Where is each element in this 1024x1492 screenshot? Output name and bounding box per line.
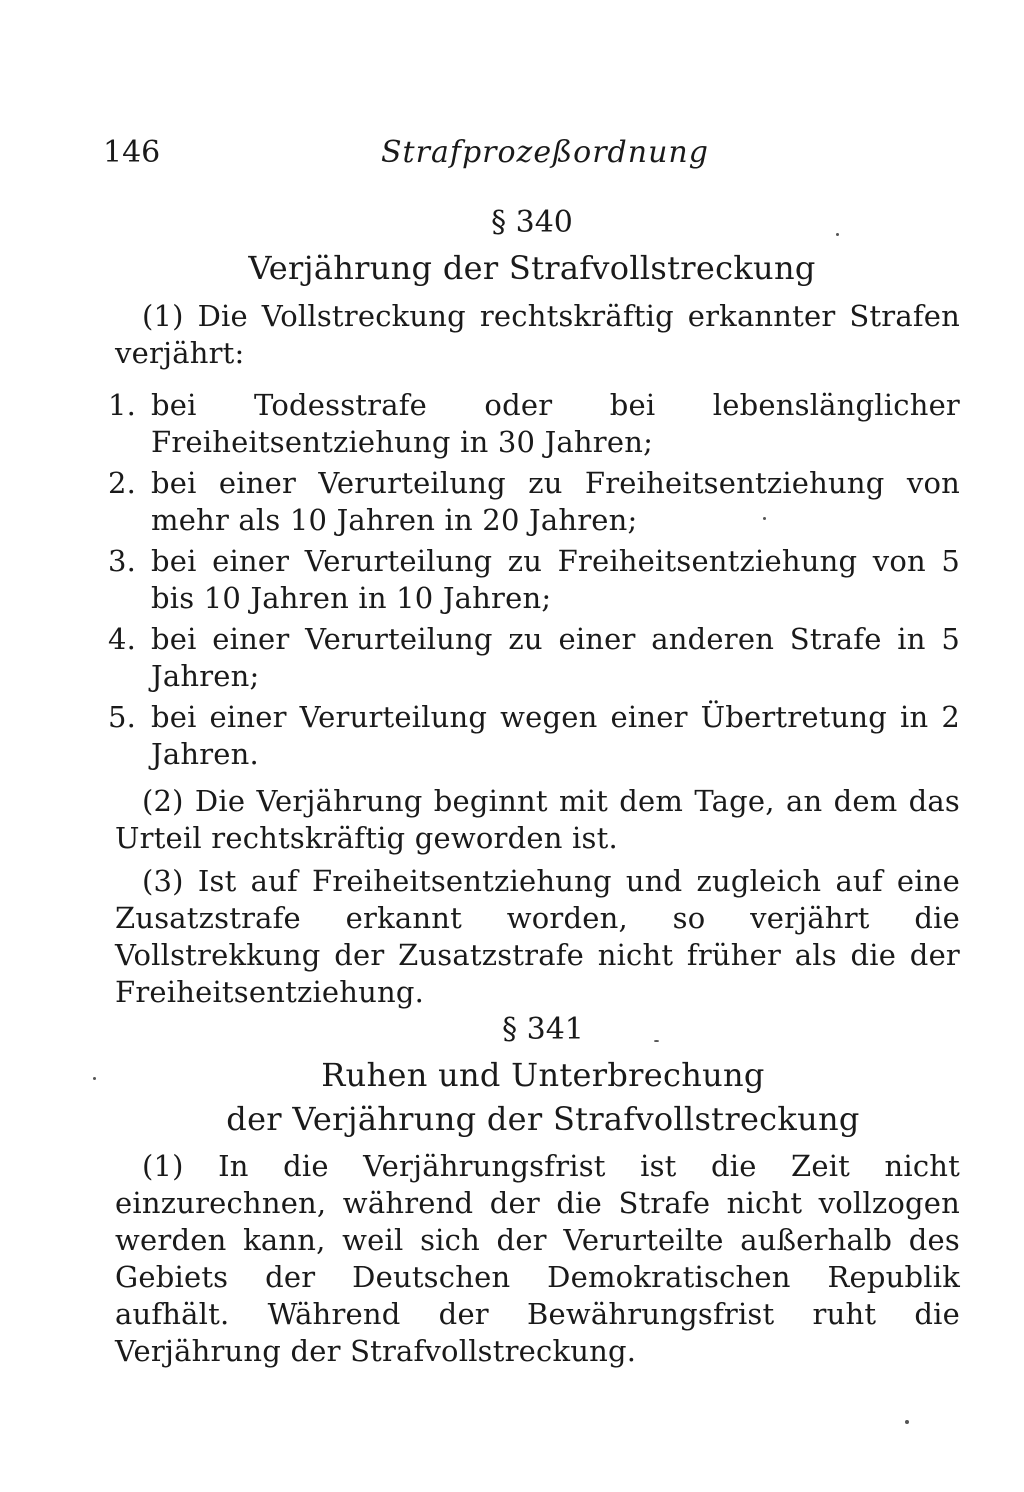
list-item (108, 543, 960, 617)
list-item-number: 1. (108, 388, 137, 422)
list-item-text: bei einer Verurteilung zu einer anderen Strafe in 5 Jahren; (151, 622, 960, 693)
list-item (108, 465, 960, 539)
scan-speck (836, 233, 839, 236)
list-item (108, 621, 960, 695)
section-341-title-line-2: der Verjährung der Strafvollstreckung (226, 1100, 860, 1138)
scan-speck (93, 1077, 96, 1080)
list-item-number: 2. (108, 466, 137, 500)
section-340-paragraph-1: (1) Die Vollstreckung rechtskräftig erkannter Strafen verjährt: (115, 299, 960, 370)
list-item-text: bei einer Verurteilung wegen einer Übertretung in 2 Jahren. (151, 700, 960, 771)
list-item (108, 387, 960, 461)
list-item-text: bei einer Verurteilung zu Freiheitsentziehung von mehr als 10 Jahren in 20 Jahren; (151, 466, 960, 537)
scan-speck (763, 517, 766, 520)
list-item-text: bei Todesstrafe oder bei lebenslänglicher Freiheitsentziehung in 30 Jahren; (151, 388, 960, 459)
page-header (103, 133, 963, 177)
list-item-number: 4. (108, 622, 137, 656)
section-340-paragraph-3: (3) Ist auf Freiheitsentziehung und zugleich auf eine Zusatzstrafe erkannt worden, so verjährt die Vollstrekkung der Zusatzstrafe nicht früher als die der Freiheitsentziehung. (115, 864, 960, 1009)
section-341-title-line-1: Ruhen und Unterbrechung (321, 1056, 765, 1094)
list-item-text: bei einer Verurteilung zu Freiheitsentziehung von 5 bis 10 Jahren in 10 Jahren; (151, 544, 960, 615)
scan-speck (905, 1420, 909, 1424)
section-340-title: Verjährung der Strafvollstreckung (248, 249, 816, 287)
section-340-paragraph-2: (2) Die Verjährung beginnt mit dem Tage, an dem das Urteil rechtskräftig geworden ist. (115, 784, 960, 855)
running-title: Strafprozeßordnung (381, 135, 709, 170)
list-item-number: 5. (108, 700, 137, 734)
scan-speck (654, 1040, 659, 1042)
section-341-paragraph-1: (1) In die Verjährungsfrist ist die Zeit nicht einzurechnen, während der die Strafe nicht vollzogen werden kann, weil sich der Verurteilte außerhalb des Gebiets der Deutschen Demokratischen Republik aufhält. Während der Bewährungsfrist ruht die Verjährung der Strafvollstreckung. (115, 1149, 960, 1368)
section-341-number: § 341 (502, 1012, 584, 1047)
page-number: 146 (103, 135, 161, 170)
list-item-number: 3. (108, 544, 137, 578)
section-340-number: § 340 (491, 205, 573, 240)
list-item (108, 699, 960, 773)
